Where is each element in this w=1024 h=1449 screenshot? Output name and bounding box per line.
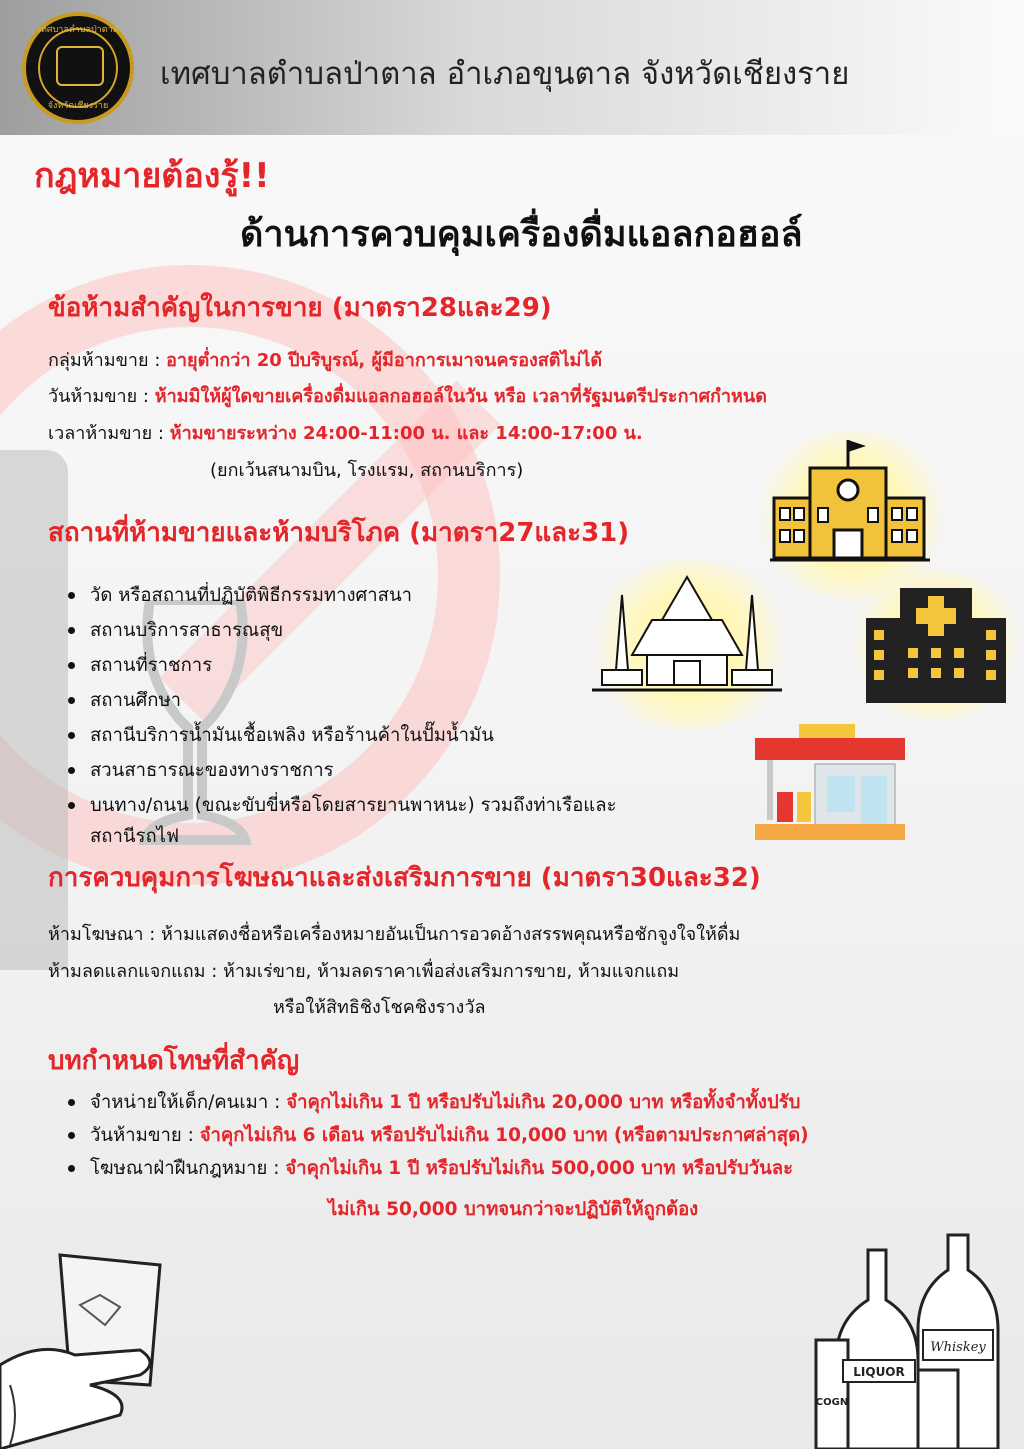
sale-row-value: อายุต่ำกว่า 20 ปีบริบูรณ์, ผู้มีอาการเมาจนครองสติไม่ได้ <box>166 350 603 371</box>
sale-row-value: ห้ามมิให้ผู้ใดขายเครื่องดื่มแอลกอฮอล์ในวัน หรือ เวลาที่รัฐมนตรีประกาศกำหนด <box>154 386 767 407</box>
bottle-label-liquor: LIQUOR <box>853 1365 905 1379</box>
penalty-label: วันห้ามขาย : <box>90 1125 194 1146</box>
penalty-label: โฆษณาฝ่าฝืนกฎหมาย : <box>90 1158 280 1179</box>
logo-text-bottom: จังหวัดเชียงราย <box>47 101 109 111</box>
municipality-logo <box>22 12 134 124</box>
list-item <box>64 1086 809 1119</box>
penalties-heading: บทกำหนดโทษที่สำคัญ <box>48 1046 300 1076</box>
sale-row-time <box>48 418 643 447</box>
penalty-value: จำคุกไม่เกิน 1 ปี หรือปรับไม่เกิน 20,000 บาท หรือทั้งจำทั้งปรับ <box>286 1092 801 1113</box>
promo-ban-continuation: หรือให้สิทธิชิงโชคชิงรางวัล <box>273 997 486 1018</box>
list-item <box>64 1119 809 1152</box>
list-item: บนทาง/ถนน (ขณะขับขี่หรือโดยสารยานพาหนะ) รวมถึงท่าเรือและ <box>64 788 617 823</box>
sale-row-label: กลุ่มห้ามขาย : <box>48 350 161 371</box>
liquor-bottles-illustration <box>808 1230 1024 1449</box>
list-item: สถานีบริการน้ำมันเชื้อเพลิง หรือร้านค้าในปั๊มน้ำมัน <box>64 718 617 753</box>
sale-time-note: (ยกเว้นสนามบิน, โรงแรม, สถานบริการ) <box>210 460 524 481</box>
advertising-control-heading: การควบคุมการโฆษณาและส่งเสริมการขาย (มาตรา30และ32) <box>48 863 761 893</box>
bottle-label-whiskey: Whiskey <box>930 1340 986 1355</box>
logo-emblem-icon <box>56 46 104 86</box>
hand-holding-glass-illustration <box>0 1245 200 1449</box>
sale-row-day <box>48 381 767 410</box>
list-item: สถานบริการสาธารณสุข <box>64 613 617 648</box>
gas-station-icon <box>755 720 905 845</box>
title-line-2: ด้านการควบคุมเครื่องดื่มแอลกอฮอล์ <box>240 214 803 255</box>
temple-icon <box>592 575 782 700</box>
logo-text-top: เทศบาลตำบลป่าตาล <box>37 25 119 35</box>
hospital-building-icon <box>866 588 1006 703</box>
organization-name: เทศบาลตำบลป่าตาล อำเภอขุนตาล จังหวัดเชียงราย <box>160 56 850 92</box>
penalties-list <box>64 1086 809 1185</box>
penalty-value: จำคุกไม่เกิน 1 ปี หรือปรับไม่เกิน 500,000 บาท หรือปรับวันละ <box>285 1158 794 1179</box>
list-item: สถานที่ราชการ <box>64 648 617 683</box>
bottle-label-cognac: COGN <box>815 1397 849 1408</box>
penalty-continuation: ไม่เกิน 50,000 บาทจนกว่าจะปฏิบัติให้ถูกต้อง <box>328 1199 699 1220</box>
promo-ban-row: ห้ามลดแลกแจกแถม : ห้ามเร่ขาย, ห้ามลดราคาเพื่อส่งเสริมการขาย, ห้ามแจกแถม <box>48 961 680 982</box>
ads-ban-row: ห้ามโฆษณา : ห้ามแสดงชื่อหรือเครื่องหมายอันเป็นการอวดอ้างสรรพคุณหรือชักจูงใจให้ดื่ม <box>48 924 741 945</box>
sale-row-label: เวลาห้ามขาย : <box>48 423 164 444</box>
restricted-places-heading: สถานที่ห้ามขายและห้ามบริโภค (มาตรา27และ31) <box>48 518 630 548</box>
list-item: วัด หรือสถานที่ปฏิบัติพิธีกรรมทางศาสนา <box>64 578 617 613</box>
sale-row-value: ห้ามขายระหว่าง 24:00-11:00 น. และ 14:00-17:00 น. <box>169 423 643 444</box>
list-item <box>64 1152 809 1185</box>
places-list-continuation: สถานีรถไฟ <box>90 826 180 847</box>
sale-row-label: วันห้ามขาย : <box>48 386 149 407</box>
school-building-icon <box>770 438 930 568</box>
penalty-value: จำคุกไม่เกิน 6 เดือน หรือปรับไม่เกิน 10,000 บาท (หรือตามประกาศล่าสุด) <box>199 1125 809 1146</box>
title-line-1: กฎหมายต้องรู้!! <box>34 156 270 196</box>
restricted-places-list <box>64 578 617 823</box>
sale-restrictions-heading: ข้อห้ามสำคัญในการขาย (มาตรา28และ29) <box>48 293 552 323</box>
list-item: สถานศึกษา <box>64 683 617 718</box>
penalty-label: จำหน่ายให้เด็ก/คนเมา : <box>90 1092 281 1113</box>
sale-row-group <box>48 345 602 374</box>
list-item: สวนสาธารณะของทางราชการ <box>64 753 617 788</box>
header-banner <box>0 0 1024 135</box>
